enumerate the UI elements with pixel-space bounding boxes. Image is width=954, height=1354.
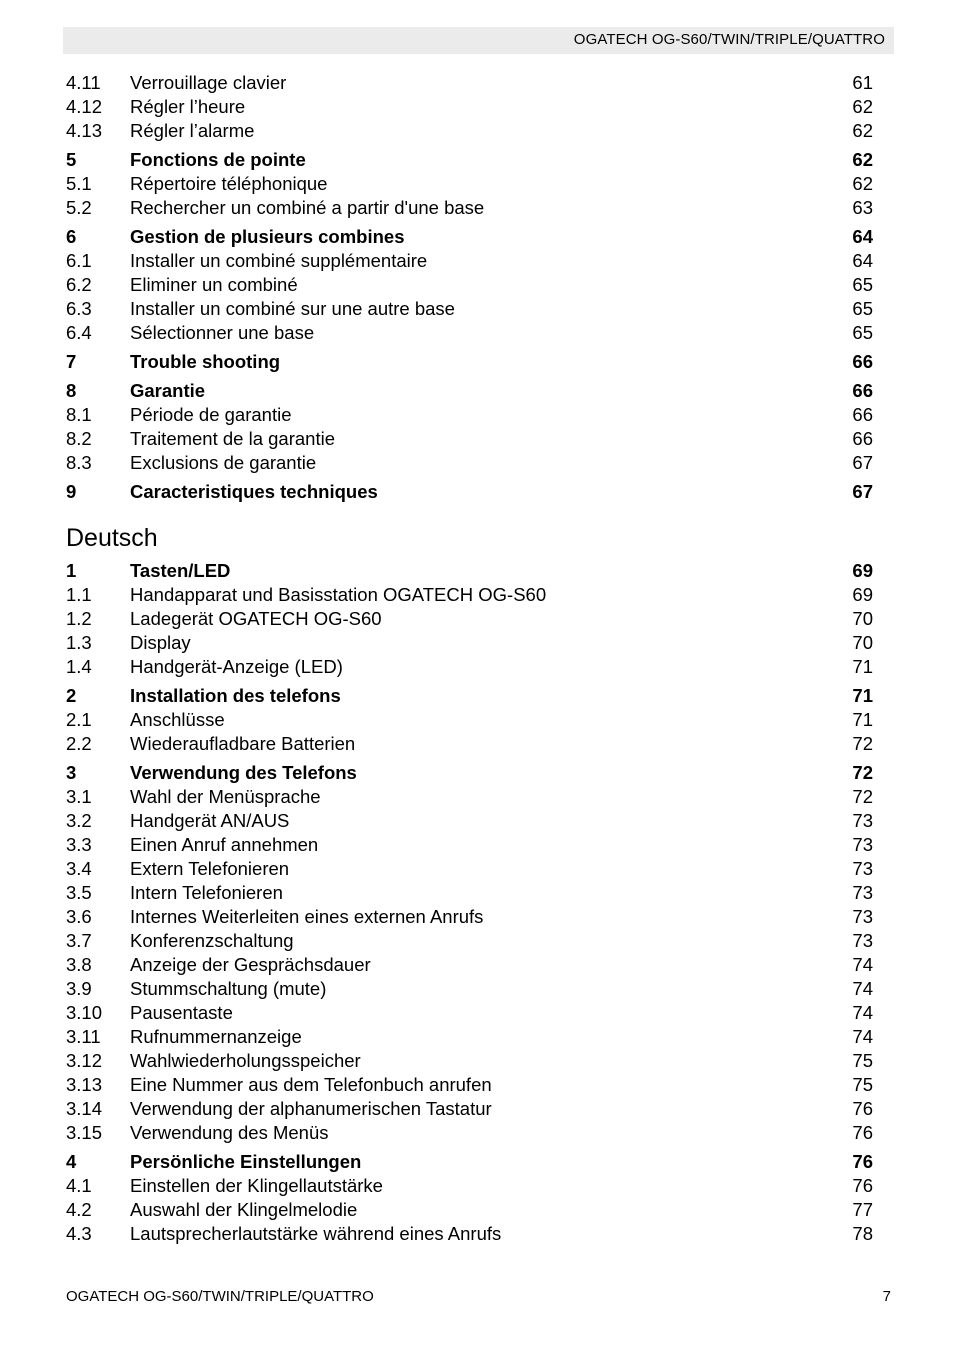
toc-entry-title: Anschlüsse	[130, 709, 225, 730]
toc-section-row	[66, 953, 873, 977]
toc-entry-title: Exclusions de garantie	[130, 452, 317, 473]
toc-entry-number: 3.2	[66, 810, 92, 831]
toc-entry-title: Garantie	[130, 380, 206, 401]
toc-entry-page: 61	[852, 72, 873, 93]
toc-entry-number: 3.10	[66, 1002, 103, 1023]
toc-entry-page: 73	[852, 930, 873, 951]
toc-entry-title: Wahlwiederholungsspeicher	[130, 1050, 361, 1071]
toc-entry-title: Persönliche Einstellungen	[130, 1151, 362, 1172]
toc-section-row	[66, 708, 873, 732]
toc-entry-number: 6.1	[66, 250, 92, 271]
toc-entry-title: Installer un combiné sur une autre base	[130, 298, 455, 319]
toc-entry-page: 69	[852, 560, 873, 581]
toc-entry-number: 3.9	[66, 978, 92, 999]
toc-entry-number: 3.4	[66, 858, 92, 879]
toc-entry-page: 66	[852, 351, 873, 372]
toc-entry-page: 66	[852, 404, 873, 425]
toc-entry-number: 1.3	[66, 632, 92, 653]
footer-page-number: 7	[882, 1288, 891, 1305]
toc-entry-title: Sélectionner une base	[130, 322, 315, 343]
toc-entry-number: 8	[66, 380, 77, 401]
toc-chapter-row	[66, 148, 873, 172]
toc-section-row	[66, 905, 873, 929]
toc-section-row	[66, 631, 873, 655]
toc-entry-title: Répertoire téléphonique	[130, 173, 328, 194]
toc-section-row	[66, 1174, 873, 1198]
toc-entry-page: 62	[852, 96, 873, 117]
toc-entry-number: 6.3	[66, 298, 92, 319]
toc-entry-page: 71	[852, 656, 873, 677]
toc-entry-number: 4	[66, 1151, 77, 1172]
toc-section-row	[66, 583, 873, 607]
toc-entry-title: Eliminer un combiné	[130, 274, 298, 295]
toc-entry-page: 71	[852, 709, 873, 730]
toc-entry-page: 74	[852, 978, 873, 999]
toc-entry-page: 64	[852, 250, 873, 271]
toc-entry-page: 66	[852, 380, 873, 401]
toc-entry-number: 3.12	[66, 1050, 103, 1071]
footer-title: OGATECH OG-S60/TWIN/TRIPLE/QUATTRO	[66, 1288, 374, 1305]
toc-entry-number: 7	[66, 351, 77, 372]
language-heading: Deutsch	[66, 524, 158, 552]
toc-section-row	[66, 119, 873, 143]
toc-section-row	[66, 607, 873, 631]
toc-entry-title: Verrouillage clavier	[130, 72, 287, 93]
toc-entry-number: 3.6	[66, 906, 92, 927]
toc-entry-title: Eine Nummer aus dem Telefonbuch anrufen	[130, 1074, 492, 1095]
toc-entry-title: Rufnummernanzeige	[130, 1026, 302, 1047]
toc-entry-title: Einen Anruf annehmen	[130, 834, 319, 855]
toc-entry-title: Verwendung des Telefons	[130, 762, 357, 783]
toc-section-row	[66, 297, 873, 321]
toc-entry-page: 76	[852, 1151, 873, 1172]
toc-entry-page: 76	[852, 1098, 873, 1119]
toc-entry-title: Pausentaste	[130, 1002, 233, 1023]
toc-entry-page: 73	[852, 882, 873, 903]
toc-entry-title: Traitement de la garantie	[130, 428, 335, 449]
toc-entry-title: Handgerät AN/AUS	[130, 810, 290, 831]
page-header	[63, 27, 894, 54]
toc-entry-page: 71	[852, 685, 873, 706]
toc-entry-number: 5	[66, 149, 77, 170]
toc-entry-page: 72	[852, 733, 873, 754]
toc-entry-page: 78	[852, 1223, 873, 1244]
toc-entry-page: 70	[852, 632, 873, 653]
toc-entry-page: 62	[852, 173, 873, 194]
toc-entry-number: 3.5	[66, 882, 92, 903]
toc-entry-page: 74	[852, 954, 873, 975]
toc-entry-title: Auswahl der Klingelmelodie	[130, 1199, 358, 1220]
toc-entry-title: Période de garantie	[130, 404, 292, 425]
toc-entry-page: 73	[852, 834, 873, 855]
toc-entry-title: Konferenzschaltung	[130, 930, 294, 951]
toc-entry-number: 5.2	[66, 197, 92, 218]
toc-entry-number: 6	[66, 226, 77, 247]
toc-entry-title: Intern Telefonieren	[130, 882, 283, 903]
toc-entry-number: 3.1	[66, 786, 92, 807]
toc-section-row	[66, 172, 873, 196]
toc-entry-title: Gestion de plusieurs combines	[130, 226, 405, 247]
toc-section-row	[66, 857, 873, 881]
toc-section-row	[66, 977, 873, 1001]
toc-entry-page: 62	[852, 120, 873, 141]
toc-entry-title: Verwendung des Menüs	[130, 1122, 329, 1143]
toc-entry-page: 74	[852, 1026, 873, 1047]
toc-chapter-row	[66, 379, 873, 403]
toc-entry-number: 4.1	[66, 1175, 92, 1196]
toc-entry-title: Fonctions de pointe	[130, 149, 306, 170]
toc-section-row	[66, 95, 873, 119]
toc-entry-number: 3.7	[66, 930, 92, 951]
toc-section-row	[66, 273, 873, 297]
toc-entry-title: Rechercher un combiné a partir d'une base	[130, 197, 485, 218]
toc-entry-number: 1.4	[66, 656, 92, 677]
toc-section-row	[66, 1121, 873, 1145]
toc-entry-number: 8.3	[66, 452, 92, 473]
toc-section-row	[66, 732, 873, 756]
toc-chapter-row	[66, 480, 873, 504]
toc-section-row	[66, 196, 873, 220]
toc-section-row	[66, 833, 873, 857]
toc-section-row	[66, 1049, 873, 1073]
toc-entry-page: 73	[852, 858, 873, 879]
toc-entry-number: 9	[66, 481, 77, 502]
toc-entry-title: Tasten/LED	[130, 560, 231, 581]
toc-entry-title: Anzeige der Gesprächsdauer	[130, 954, 371, 975]
toc-entry-page: 72	[852, 762, 873, 783]
toc-entry-number: 4.12	[66, 96, 103, 117]
toc-entry-number: 6.4	[66, 322, 92, 343]
toc-entry-page: 76	[852, 1175, 873, 1196]
toc-section-row	[66, 1001, 873, 1025]
toc-entry-title: Caracteristiques techniques	[130, 481, 378, 502]
toc-entry-number: 1.2	[66, 608, 92, 629]
toc-section-row	[66, 427, 873, 451]
toc-entry-number: 6.2	[66, 274, 92, 295]
toc-entry-page: 66	[852, 428, 873, 449]
toc-entry-title: Ladegerät OGATECH OG-S60	[130, 608, 382, 629]
toc-entry-title: Display	[130, 632, 191, 653]
toc-chapter-row	[66, 684, 873, 708]
toc-entry-number: 4.11	[66, 72, 101, 93]
toc-entry-title: Stummschaltung (mute)	[130, 978, 327, 999]
toc-entry-number: 8.2	[66, 428, 92, 449]
toc-entry-title: Trouble shooting	[130, 351, 281, 372]
toc-section-row	[66, 1198, 873, 1222]
toc-entry-title: Handapparat und Basisstation OGATECH OG-S60	[130, 584, 547, 605]
toc-chapter-row	[66, 559, 873, 583]
toc-entry-number: 3.11	[66, 1026, 101, 1047]
toc-section-row	[66, 785, 873, 809]
toc-entry-number: 2.1	[66, 709, 92, 730]
toc-chapter-row	[66, 350, 873, 374]
toc-entry-number: 1	[66, 560, 77, 581]
toc-entry-number: 4.13	[66, 120, 103, 141]
toc-entry-number: 3.3	[66, 834, 92, 855]
toc-entry-page: 77	[852, 1199, 873, 1220]
toc-deutsch	[66, 559, 873, 1246]
toc-chapter-row	[66, 1150, 873, 1174]
toc-section-row	[66, 1222, 873, 1246]
toc-entry-number: 3.15	[66, 1122, 103, 1143]
toc-section-row	[66, 1073, 873, 1097]
toc-entry-page: 64	[852, 226, 873, 247]
toc-entry-title: Handgerät-Anzeige (LED)	[130, 656, 343, 677]
toc-entry-page: 75	[852, 1050, 873, 1071]
toc-entry-page: 70	[852, 608, 873, 629]
toc-section-row	[66, 1025, 873, 1049]
toc-entry-number: 3.8	[66, 954, 92, 975]
toc-entry-title: Verwendung der alphanumerischen Tastatur	[130, 1098, 492, 1119]
toc-entry-number: 3	[66, 762, 77, 783]
toc-entry-page: 67	[852, 481, 873, 502]
toc-section-row	[66, 655, 873, 679]
toc-entry-page: 72	[852, 786, 873, 807]
toc-entry-page: 67	[852, 452, 873, 473]
toc-entry-number: 3.13	[66, 1074, 103, 1095]
toc-entry-number: 4.2	[66, 1199, 92, 1220]
toc-entry-title: Wiederaufladbare Batterien	[130, 733, 356, 754]
toc-entry-page: 65	[852, 322, 873, 343]
toc-entry-page: 76	[852, 1122, 873, 1143]
toc-entry-title: Régler l’heure	[130, 96, 246, 117]
toc-entry-title: Wahl der Menüsprache	[130, 786, 321, 807]
toc-chapter-row	[66, 761, 873, 785]
header-title: OGATECH OG-S60/TWIN/TRIPLE/QUATTRO	[573, 31, 885, 48]
toc-section-row	[66, 881, 873, 905]
toc-french-continued	[66, 71, 873, 504]
toc-entry-page: 62	[852, 149, 873, 170]
toc-entry-page: 69	[852, 584, 873, 605]
toc-section-row	[66, 249, 873, 273]
toc-entry-title: Extern Telefonieren	[130, 858, 290, 879]
toc-entry-title: Einstellen der Klingellautstärke	[130, 1175, 383, 1196]
toc-entry-number: 2	[66, 685, 77, 706]
toc-entry-page: 73	[852, 810, 873, 831]
toc-entry-page: 75	[852, 1074, 873, 1095]
toc-entry-number: 5.1	[66, 173, 92, 194]
toc-entry-title: Lautsprecherlautstärke während eines Anrufs	[130, 1223, 502, 1244]
toc-section-row	[66, 1097, 873, 1121]
toc-entry-number: 1.1	[66, 584, 92, 605]
toc-chapter-row	[66, 225, 873, 249]
toc-entry-page: 65	[852, 274, 873, 295]
toc-entry-title: Internes Weiterleiten eines externen Anrufs	[130, 906, 484, 927]
toc-section-row	[66, 451, 873, 475]
toc-entry-page: 65	[852, 298, 873, 319]
toc-section-row	[66, 403, 873, 427]
toc-entry-page: 74	[852, 1002, 873, 1023]
toc-entry-title: Installer un combiné supplémentaire	[130, 250, 428, 271]
toc-section-row	[66, 71, 873, 95]
toc-entry-number: 2.2	[66, 733, 92, 754]
toc-entry-title: Installation des telefons	[130, 685, 341, 706]
toc-section-row	[66, 929, 873, 953]
toc-section-row	[66, 809, 873, 833]
toc-entry-page: 73	[852, 906, 873, 927]
toc-entry-number: 8.1	[66, 404, 92, 425]
toc-section-row	[66, 321, 873, 345]
toc-entry-number: 4.3	[66, 1223, 92, 1244]
toc-entry-page: 63	[852, 197, 873, 218]
toc-entry-number: 3.14	[66, 1098, 103, 1119]
toc-entry-title: Régler l’alarme	[130, 120, 255, 141]
